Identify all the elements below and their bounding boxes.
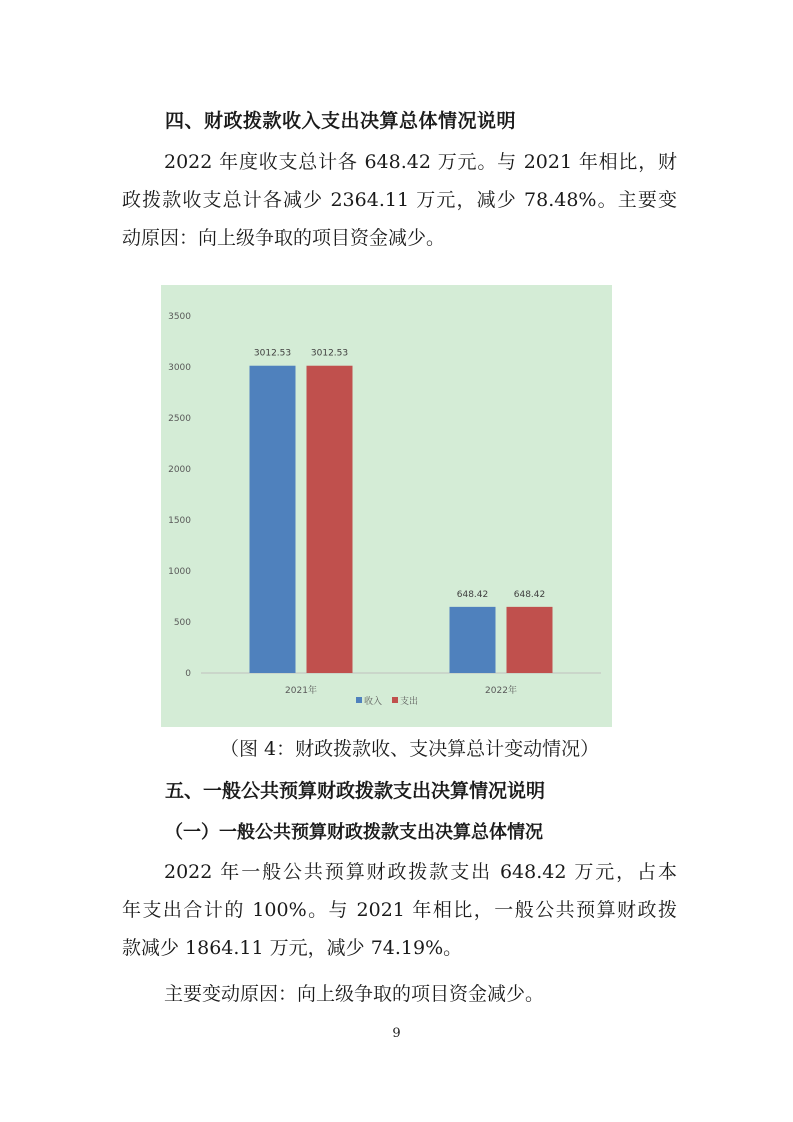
paragraph-line: 主要变动原因：向上级争取的项目资金减少。 xyxy=(164,983,545,1005)
section-5-heading: 五、一般公共预算财政拨款支出决算情况说明 xyxy=(165,780,546,802)
figure-caption: （图 4：财政拨款收、支决算总计变动情况） xyxy=(220,738,600,760)
bar xyxy=(307,366,353,673)
legend-label: 支出 xyxy=(400,697,419,707)
data-label: 648.42 xyxy=(513,589,546,600)
x-tick-label: 2021年 xyxy=(285,686,317,696)
legend-swatch xyxy=(356,697,362,703)
revenue-expenditure-bar-chart xyxy=(161,285,612,727)
y-tick-label: 3500 xyxy=(168,312,191,322)
paragraph-line: 2022 年度收支总计各 648.42 万元。与 2021 年相比，财 xyxy=(164,151,677,173)
y-tick-label: 2000 xyxy=(168,465,191,475)
section-5-subheading: （一）一般公共预算财政拨款支出决算总体情况 xyxy=(165,822,543,843)
page-number: 9 xyxy=(392,1026,401,1041)
legend-swatch xyxy=(392,697,398,703)
y-tick-label: 1000 xyxy=(168,567,191,577)
bar xyxy=(250,366,296,673)
paragraph-line: 款减少 1864.11 万元，减少 74.19%。 xyxy=(122,937,463,959)
data-label: 3012.53 xyxy=(253,348,292,359)
bar xyxy=(450,607,496,673)
paragraph-line: 2022 年一般公共预算财政拨款支出 648.42 万元，占本 xyxy=(164,861,677,883)
data-label: 648.42 xyxy=(456,589,489,600)
y-tick-label: 3000 xyxy=(168,363,191,373)
data-label: 3012.53 xyxy=(310,348,349,359)
paragraph-line: 年支出合计的 100%。与 2021 年相比，一般公共预算财政拨 xyxy=(122,899,677,921)
x-tick-label: 2022年 xyxy=(485,686,517,696)
y-tick-label: 500 xyxy=(173,618,191,628)
section-5-reason-paragraph xyxy=(122,975,677,1013)
y-tick-label: 1500 xyxy=(168,516,191,526)
section-4-heading: 四、财政拨款收入支出决算总体情况说明 xyxy=(165,110,517,132)
y-tick-label: 0 xyxy=(185,669,191,679)
y-tick-label: 2500 xyxy=(168,414,191,424)
paragraph-line: 动原因：向上级争取的项目资金减少。 xyxy=(122,227,446,249)
section-4-paragraph xyxy=(122,143,677,257)
paragraph-line: 政拨款收支总计各减少 2364.11 万元，减少 78.48%。主要变 xyxy=(122,189,677,211)
bar xyxy=(507,607,553,673)
legend-label: 收入 xyxy=(364,697,383,707)
section-5-paragraph xyxy=(122,853,677,967)
